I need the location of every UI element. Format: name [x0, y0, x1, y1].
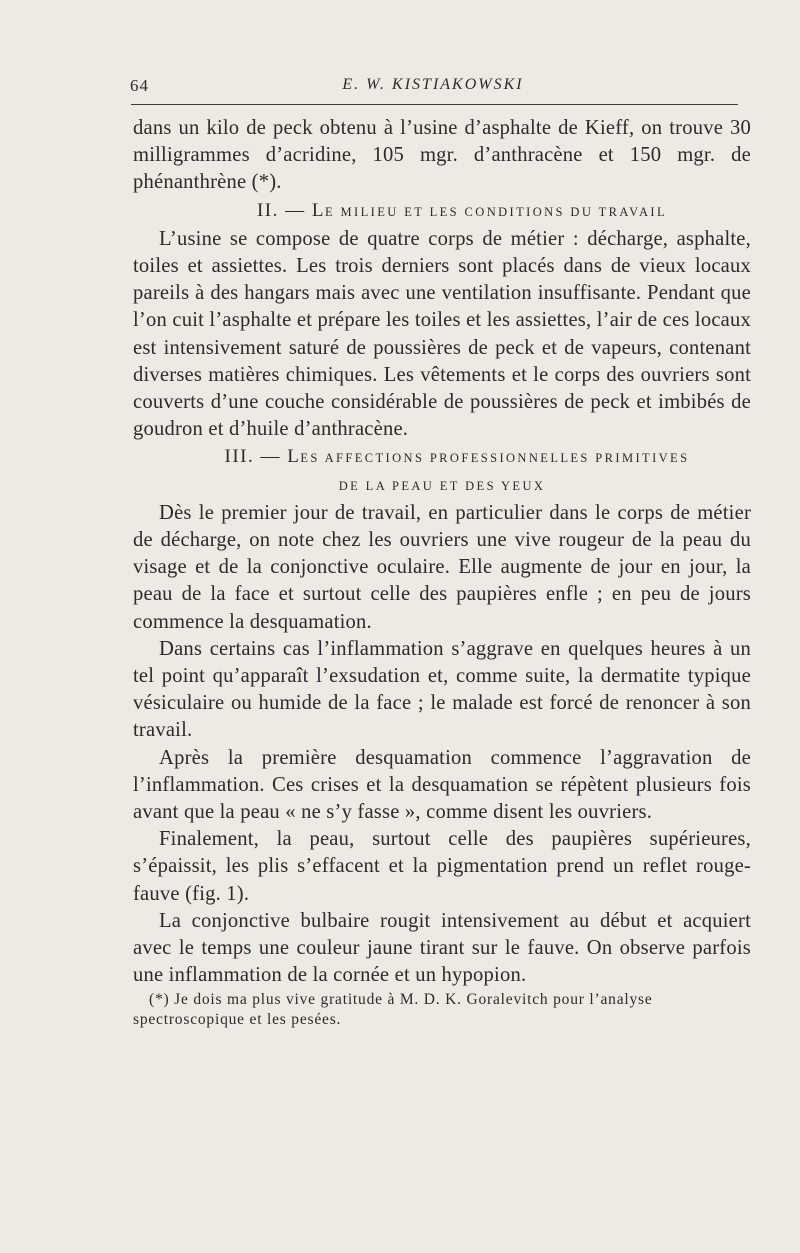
section-3-title: ES AFFECTIONS PROFESSIONNELLES PRIMITIVES — [300, 451, 690, 466]
section-heading-3 — [133, 443, 751, 472]
running-head: E. W. KISTIAKOWSKI — [342, 76, 524, 93]
section-2-title: E MILIEU ET LES CONDITIONS DU TRAVAIL — [324, 204, 668, 219]
section-3-paragraph: Après la première desquamation commence l’aggravation de l’inflammation. Ces crises et la desquamation se répètent plusieurs fois avant que la peau « ne s’y fasse », comme disent les ouvriers. — [133, 746, 751, 824]
section-2-numeral: II. — L — [256, 199, 325, 221]
header-rule — [131, 104, 738, 105]
section-3-paragraph: Dans certains cas l’inflammation s’aggrave en quelques heures à un tel point qu’apparaît l’exsudation et, comme suite, la dermatite typique vésiculaire ou humide de la face ; le malade est forcé de renoncer à son travail. — [133, 637, 751, 742]
page-header — [128, 72, 738, 108]
section-3-subtitle: DE LA PEAU ET DES YEUX — [338, 478, 546, 493]
body-text — [133, 115, 751, 1030]
section-heading-2 — [133, 197, 751, 226]
section-2-paragraph: L’usine se compose de quatre corps de métier : décharge, asphalte, toiles et assiettes. Les trois derniers sont placés dans de vieux locaux pareils à des hangars mais avec une ventilation insuffisante. Pendant que l’on cuit l’asphalte et prépare les toiles et les assiettes, l’air de ces locaux est intensivement saturé de poussières de peck et de vapeurs, contenant diverses matières chimiques. Les vêtements et le corps des ouvriers sont couverts d’une couche considérable de poussières de peck et imbibés de goudron et d’huile d’anthracène. — [133, 227, 751, 441]
page-number: 64 — [130, 76, 149, 95]
opening-paragraph: dans un kilo de peck obtenu à l’usine d’asphalte de Kieff, on trouve 30 milligrammes d’acridine, 105 mgr. d’anthracène et 150 mgr. de phénanthrène (*). — [133, 117, 751, 194]
section-3-paragraph: La conjonctive bulbaire rougit intensivement au début et acquiert avec le temps une couleur jaune tirant sur le fauve. On observe parfois une inflammation de la cornée et un hypopion. — [133, 909, 751, 987]
footnote: (*) Je dois ma plus vive gratitude à M. D. K. Goralevitch pour l’analyse spectroscopique et les pesées. — [133, 990, 653, 1028]
section-3-paragraph: Finalement, la peau, surtout celle des paupières supérieures, s’épaissit, les plis s’effacent et la pigmentation prend un reflet rouge-fauve (fig. 1). — [133, 828, 751, 905]
section-3-paragraph: Dès le premier jour de travail, en particulier dans le corps de métier de décharge, on note chez les ouvriers une vive rougeur de la peau du visage et de la conjonctive oculaire. Elle augmente de jour en jour, la peau de la face et surtout celle des paupières enfle ; en peu de jours commence la desquamation. — [133, 501, 751, 633]
section-3-numeral: III. — L — [224, 446, 301, 468]
